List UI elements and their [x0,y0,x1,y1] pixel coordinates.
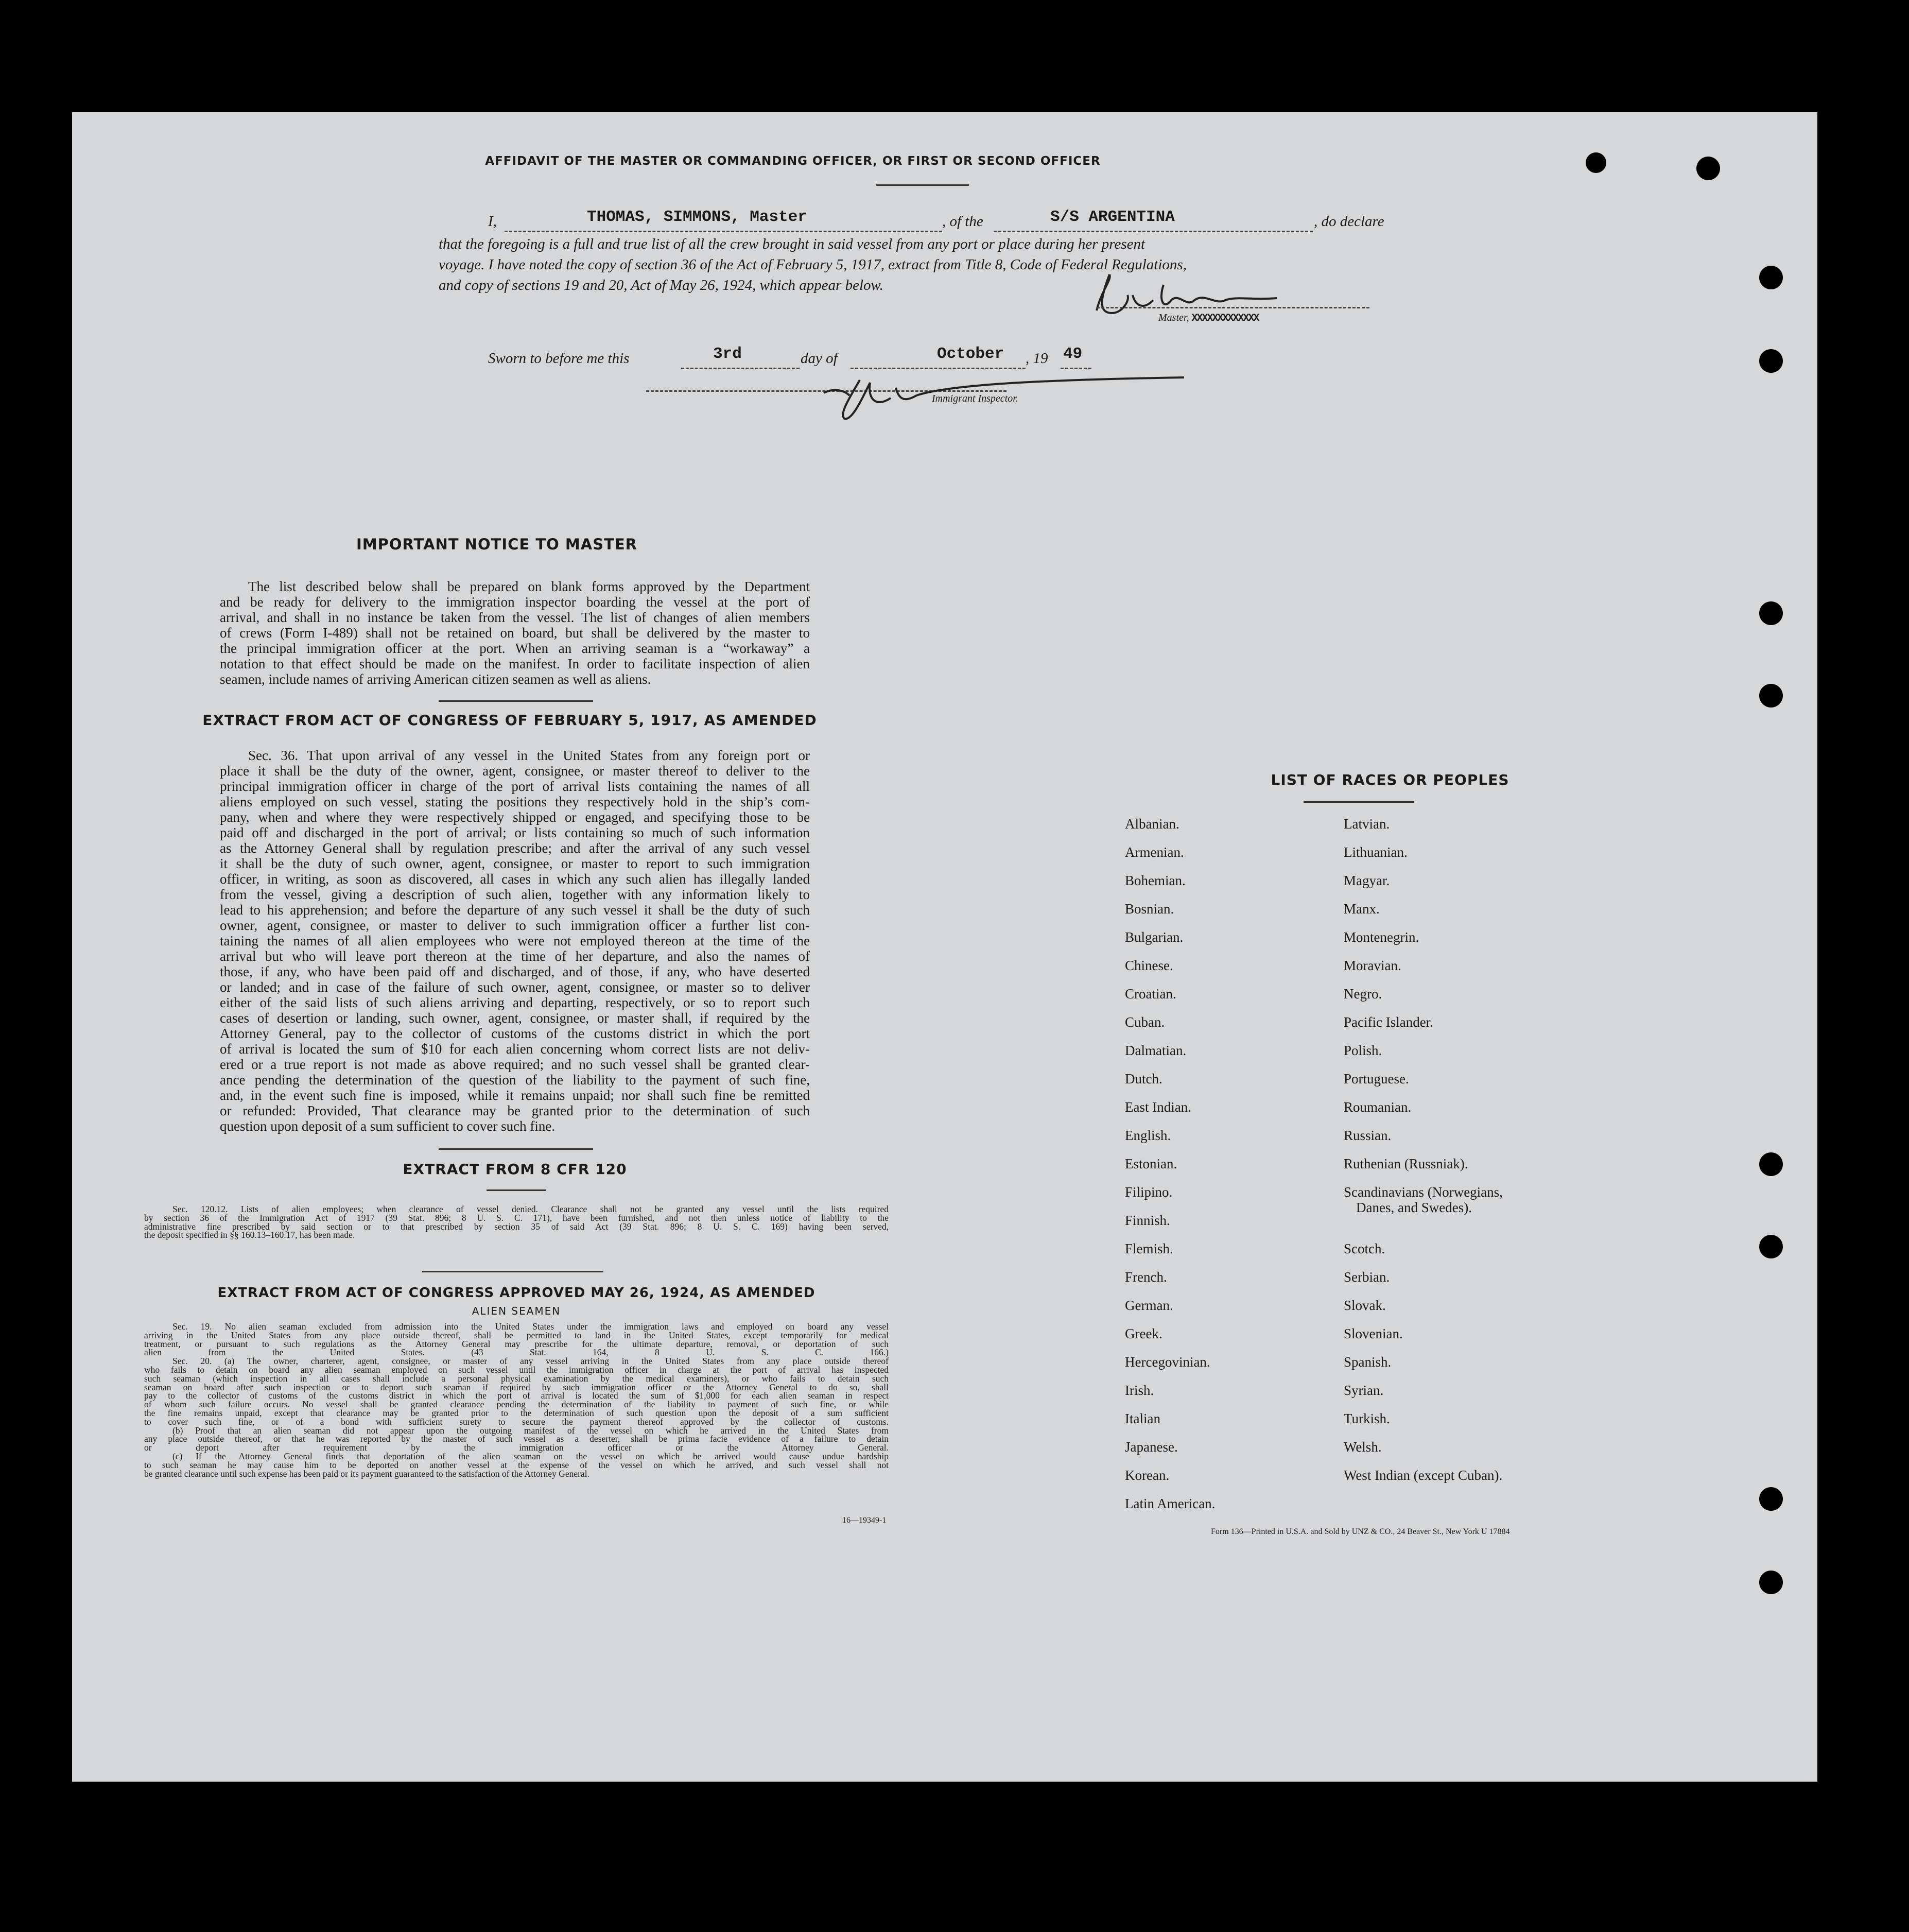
text-line: Sec. 19. No alien seaman excluded from admission into the United States under the immigration laws and employed on board any vessel [172,1321,889,1332]
text-line: administrative fine prescribed by said section or to that prescribed by section 35 of said Act (39 Stat. 896; 8 U. S. C. 169) having been served, [144,1221,889,1232]
text-line: aliens employed on such vessel, stating the positions they respectively hold in the ship’s com- [220,794,810,809]
extract-1924-body [144,1322,889,1478]
text-line: paid off and discharged in the port of arrival; or lists containing so much of such information [220,825,810,840]
text-line: from the vessel, giving a description of such alien, together with any information likely to [220,887,810,902]
punch-hole [1759,601,1783,625]
text-line: ered or a true report is not made as above required; and no such vessel shall be granted clear- [220,1057,810,1072]
punch-hole [1696,157,1720,180]
text-line: or deport after requirement by the immigration officer or the Attorney General. [144,1442,889,1453]
section-divider [439,1148,593,1150]
race-item: French. [1125,1269,1167,1285]
do-declare-label: , do declare [1314,213,1384,230]
race-item: Irish. [1125,1383,1154,1398]
punch-hole [1759,684,1783,708]
text-line: alien from the United States. (43 Stat. 164, 8 U. S. C. 166.) [144,1347,889,1358]
text-line: to cover such fine, or of a bond with sufficient surety to secure the payment thereof approved by the collector of customs. [144,1416,889,1427]
title-divider [876,184,969,186]
race-item: Slovenian. [1344,1326,1403,1341]
race-item: Hercegovinian. [1125,1354,1210,1370]
race-item: Latin American. [1125,1496,1216,1511]
notice-title: IMPORTANT NOTICE TO MASTER [356,536,638,553]
text-line: and be ready for delivery to the immigration inspector boarding the vessel at the port of [220,594,810,610]
sworn-month: October [937,345,1004,363]
text-line: arriving in the United States from any place outside thereof, shall be permitted to land in the United States, except temporarily for medical [144,1330,889,1340]
form-code: 16—19349-1 [842,1516,887,1525]
race-item: Turkish. [1344,1411,1390,1426]
day-of-label: day of [801,350,838,367]
text-line: of whom such failure occurs. No vessel shall be granted clearance pending the determination of the liability to payment of such fine, or while [144,1399,889,1410]
text-line: Attorney General, pay to the collector of customs of the customs district in which the port [220,1026,810,1041]
extract-8cfr-title: EXTRACT FROM 8 CFR 120 [403,1161,627,1178]
of-the-label: , of the [942,213,983,230]
race-item: Syrian. [1344,1383,1384,1398]
races-divider [1304,801,1414,803]
race-item: Moravian. [1344,958,1401,973]
text-line: as the Attorney General shall by regulation prescribe; and after the arrival of any such vessel [220,840,810,856]
race-item: Bohemian. [1125,873,1186,888]
master-name: THOMAS, SIMMONS, Master [587,208,807,226]
text-line: cases of desertion or landing, such owner, agent, consignee, or master shall, if required by the [220,1010,810,1026]
race-item: Ruthenian (Russniak). [1344,1156,1468,1171]
text-line: arrival but who will leave port thereon at the time of her departure, and also the names of [220,948,810,964]
extract-1917-title: EXTRACT FROM ACT OF CONGRESS OF FEBRUARY 5, 1917, AS AMENDED [202,712,817,729]
race-item: Greek. [1125,1326,1162,1341]
sworn-prefix: Sworn to before me this [488,350,630,367]
text-line: or refunded: Provided, That clearance may be granted prior to the determination of such [220,1103,810,1118]
race-item: Japanese. [1125,1439,1178,1455]
text-line: principal immigration officer in charge of the port of arrival lists containing the names of all [220,779,810,794]
race-item: Manx. [1344,901,1380,917]
inspector-label: Immigrant Inspector. [932,393,1018,404]
race-item: Dutch. [1125,1071,1162,1086]
sworn-day: 3rd [713,345,742,363]
race-item: Scotch. [1344,1241,1385,1256]
race-item: Estonian. [1125,1156,1177,1171]
text-line: of arrival is located the sum of $10 for each alien concerning whom correct lists are not deliv- [220,1041,810,1057]
punch-hole [1759,1487,1783,1511]
text-line: be granted clearance until such expense has been paid or its payment guaranteed to the satisfaction of the Attorney General. [144,1468,589,1479]
race-item: Bosnian. [1125,901,1174,917]
master-label-text: Master, [1158,312,1189,323]
text-line: pay to the collector of customs of the customs district in which the port of arrival is located the sum of $1,000 for each alien seaman in respect [144,1390,889,1401]
text-line: pany, when and where they were respectively shipped or engaged, and specifying those to be [220,809,810,825]
text-line: any place outside thereof, or that he was reported by the master of such vessel as a deserter, shall be prima facie evidence of a failure to detain [144,1434,889,1444]
text-line: those, if any, who have been paid off and discharged, and of those, if any, who have deserted [220,964,810,979]
punch-hole [1759,266,1783,289]
section-divider [487,1189,546,1191]
race-item: Danes, and Swedes). [1356,1200,1472,1215]
punch-hole [1759,1235,1783,1258]
text-line: by section 36 of the Immigration Act of 1917 (39 Stat. 896; 8 U. S. C. 171), have been furnished, and not then unless notice of liability to the [144,1212,889,1223]
text-line: lead to his apprehension; and before the departure of any such vessel it shall be the duty of such [220,902,810,918]
race-item: West Indian (except Cuban). [1344,1468,1503,1483]
text-line: (b) Proof that an alien seaman did not appear upon the outgoing manifest of the vessel on which he arrived in the United States from [172,1425,889,1436]
race-item: English. [1125,1128,1171,1143]
text-line: notation to that effect should be made on the manifest. In order to facilitate inspection of alien [220,656,810,671]
race-item: Italian [1125,1411,1160,1426]
punch-hole [1759,1571,1783,1594]
race-item: Magyar. [1344,873,1390,888]
race-item: Latvian. [1344,816,1390,832]
text-line: the deposit specified in §§ 160.13–160.17, has been made. [144,1230,355,1240]
text-line: The list described below shall be prepared on blank forms approved by the Department [248,579,810,594]
text-line: place it shall be the duty of the owner, agent, consignee, or master thereof to deliver to the [220,763,810,779]
text-line: Sec. 120.12. Lists of alien employees; when clearance of vessel denied. Clearance shall not be granted any vessel until the lists required [172,1204,889,1214]
text-line: (c) If the Attorney General finds that deportation of the alien seaman on the vessel on which he arrived would cause undue hardship [172,1451,889,1461]
punch-hole [1586,152,1606,173]
race-item: Lithuanian. [1344,844,1408,860]
race-item: Bulgarian. [1125,929,1184,945]
text-line: owner, agent, consignee, or master to deliver to such immigration officer a further list con- [220,918,810,933]
text-line: arrival, and shall in no instance be taken from the vessel. The list of changes of alien members [220,610,810,625]
race-item: Chinese. [1125,958,1173,973]
punch-hole [1759,1152,1783,1176]
lead-i: I, [488,213,497,230]
race-item: Roumanian. [1344,1099,1412,1115]
text-line: who fails to detain on board any alien seaman employed on such vessel until the immigration officer in charge at the port of arrival has inspected [144,1364,889,1375]
master-signature-line [1097,307,1369,308]
text-line: the fine remains unpaid, except that clearance may be granted prior to the determination of such question upon the deposit of a sum sufficient [144,1407,889,1418]
race-item: German. [1125,1298,1173,1313]
race-item: Finnish. [1125,1213,1170,1228]
text-line: it shall be the duty of such owner, agent, consignee, or master to report to such immigration [220,856,810,871]
race-item: Albanian. [1125,816,1179,832]
text-line: of crews (Form I-489) shall not be retained on board, but shall be delivered by the master to [220,625,810,641]
text-line: Sec. 36. That upon arrival of any vessel in the United States from any foreign port or [248,748,810,763]
race-item: Flemish. [1125,1241,1173,1256]
race-item: East Indian. [1125,1099,1191,1115]
race-item: Montenegrin. [1344,929,1419,945]
text-line: officer, in writing, as soon as discovered, all cases in which any such alien has illegally landed [220,871,810,887]
text-line: or landed; and in case of the failure of such owner, agent, consignee, or master so to deliver [220,979,810,995]
section-divider [422,1271,603,1272]
text-line: the principal immigration officer at the port. When an arriving seaman is a “workaway” a [220,641,810,656]
race-item: Portuguese. [1344,1071,1409,1086]
text-line: question upon deposit of a sum sufficient to cover such fine. [220,1118,556,1134]
race-item: Negro. [1344,986,1382,1002]
text-line: to such seaman he may cause him to be deported on another vessel at the expense of the vessel on which he arrived, and such vessel shall not [144,1459,889,1470]
race-item: Slovak. [1344,1298,1386,1313]
sworn-year: 49 [1063,345,1083,363]
race-item: Korean. [1125,1468,1170,1483]
extract-8cfr-body [144,1205,889,1239]
race-item: Russian. [1344,1128,1392,1143]
declaration-line-1: that the foregoing is a full and true list of all the crew brought in said vessel from any port or place during her present [439,236,1146,252]
race-item: Armenian. [1125,844,1184,860]
year-prefix: , 19 [1026,350,1048,367]
extract-1917-body [220,748,810,1134]
race-item: Dalmatian. [1125,1043,1187,1058]
manifest-page [72,112,1817,1782]
race-item: Scandinavians (Norwegians, [1344,1184,1503,1200]
declaration-line-2: voyage. I have noted the copy of section 36 of the Act of February 5, 1917, extract from Title 8, Code of Federal Regulations, [439,256,1187,273]
master-label-struck: XXXXXXXXXXXXX [1191,313,1259,324]
master-label [1158,312,1258,324]
inspector-signature [813,367,1266,424]
text-line: seaman on board after such inspection or to deport such seaman if required by such immigration officer or the Attorney General to do so, shall [144,1382,889,1392]
extract-1924-subtitle: ALIEN SEAMEN [472,1305,561,1317]
vessel-name: S/S ARGENTINA [1050,208,1175,226]
race-item: Spanish. [1344,1354,1392,1370]
section-divider [439,700,593,702]
printer-note: Form 136—Printed in U.S.A. and Sold by UNZ & CO., 24 Beaver St., New York U 17884 [1211,1527,1510,1536]
text-line: taining the names of all alien employees who were not employed thereon at the time of the [220,933,810,948]
affidavit-title: AFFIDAVIT OF THE MASTER OR COMMANDING OFFICER, OR FIRST OR SECOND OFFICER [485,154,1101,168]
race-item: Pacific Islander. [1344,1014,1433,1030]
text-line: ance pending the determination of the question of the liability to the payment of such fine, [220,1072,810,1088]
text-line: and, in the event such fine is imposed, while it remains unpaid; nor shall such fine be remitted [220,1088,810,1103]
text-line: seamen, include names of arriving American citizen seamen as well as aliens. [220,671,651,687]
notice-body [220,579,810,687]
race-item: Welsh. [1344,1439,1382,1455]
races-title: LIST OF RACES OR PEOPLES [1271,771,1509,788]
race-item: Polish. [1344,1043,1382,1058]
text-line: such seaman (which inspection in all cases shall include a personal physical examination by the medical examiners), or who fails to detain such [144,1373,889,1384]
declaration-line-3: and copy of sections 19 and 20, Act of May 26, 1924, which appear below. [439,277,883,294]
extract-1924-title: EXTRACT FROM ACT OF CONGRESS APPROVED MAY 26, 1924, AS AMENDED [217,1285,815,1301]
text-line: treatment, or pursuant to such regulations as the Attorney General may prescribe for the ultimate departure, removal, or deportation of such [144,1338,889,1349]
race-item: Filipino. [1125,1184,1173,1200]
race-item: Cuban. [1125,1014,1165,1030]
race-item: Serbian. [1344,1269,1390,1285]
text-line: either of the said lists of such aliens arriving and departing, respectively, or so to report such [220,995,810,1010]
punch-hole [1759,349,1783,373]
text-line: Sec. 20. (a) The owner, charterer, agent, consignee, or master of any vessel arriving in the United States from any place outside thereof [172,1356,889,1367]
race-item: Croatian. [1125,986,1176,1002]
